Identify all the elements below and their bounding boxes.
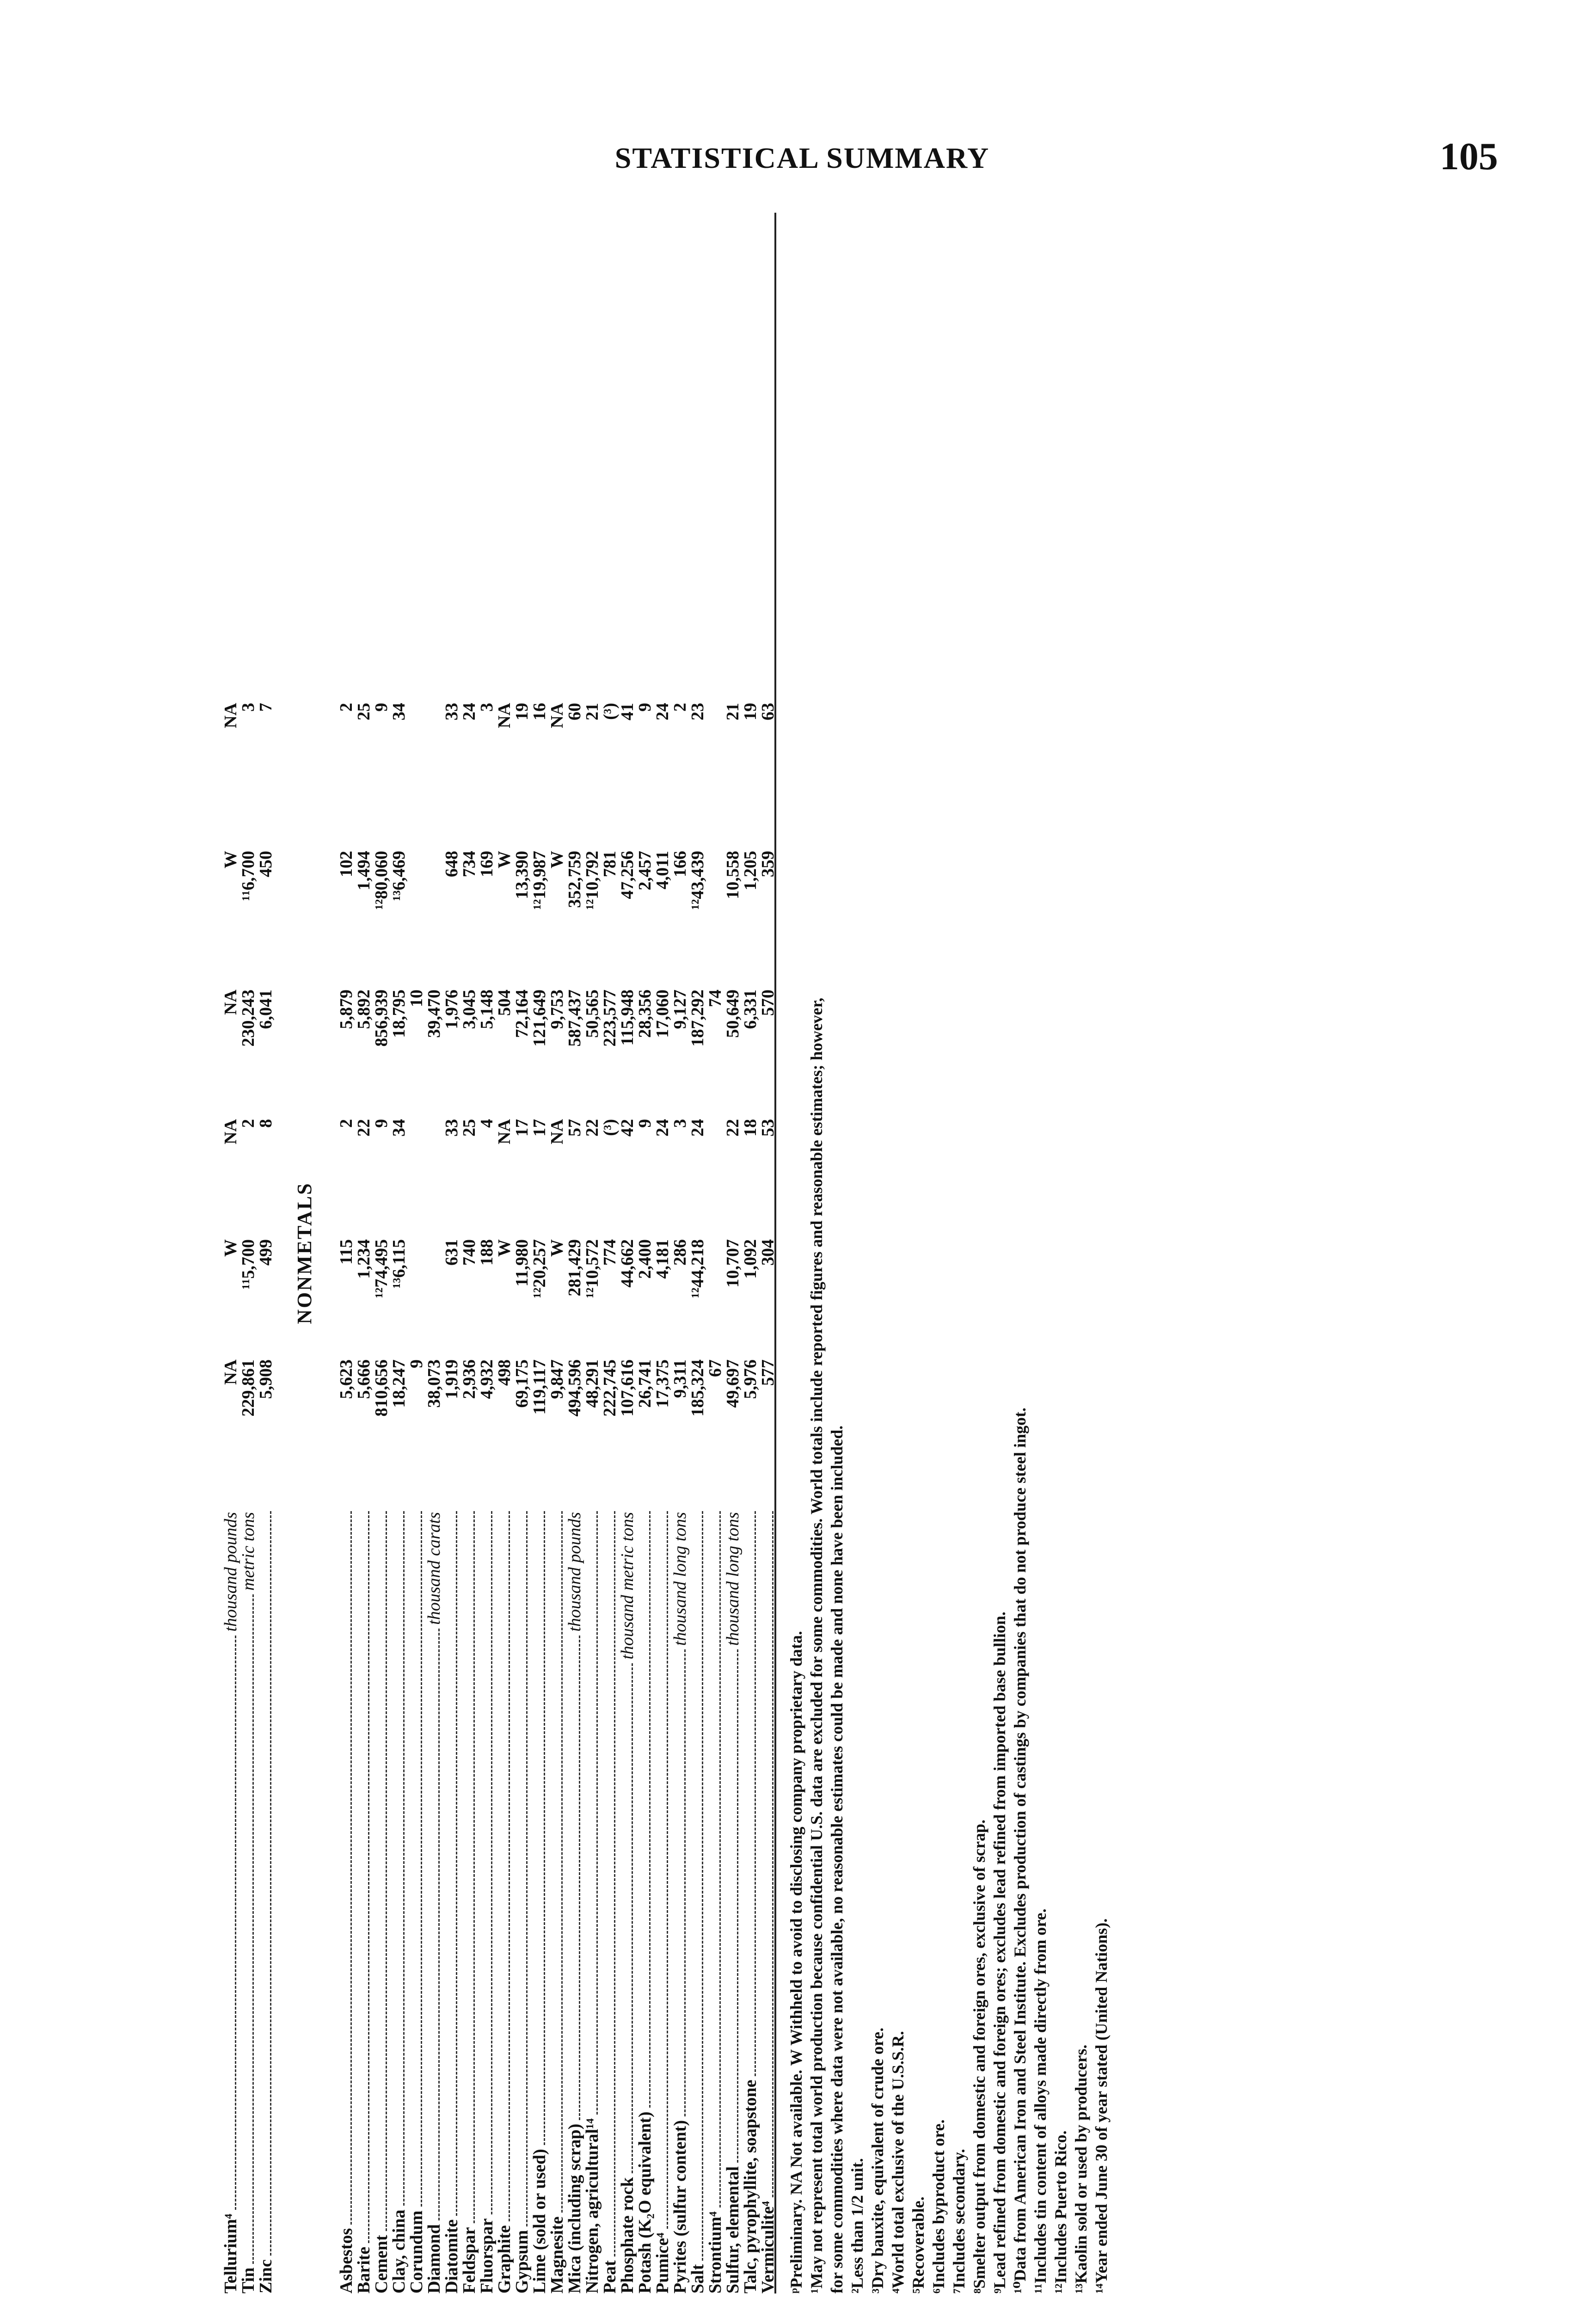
leader-dots — [412, 1511, 422, 2207]
row-label-text: Potash (K₂O equivalent) — [635, 2111, 655, 2294]
table-cell: 33 — [442, 703, 461, 720]
table-cell: 24 — [653, 1119, 672, 1137]
footnote: ⁹Lead refined from domestic and foreign ores; excludes lead refined from imported base bullion. — [990, 1611, 1009, 2294]
table-row — [739, 213, 760, 2294]
table-cell: ¹²10,572 — [583, 1239, 602, 1298]
table-cell: 504 — [495, 990, 514, 1016]
leader-dots — [729, 1649, 738, 2163]
footnote: ⁷Includes secondary. — [950, 2149, 968, 2294]
table-cell: 10 — [407, 990, 426, 1007]
table-cell: 1,494 — [354, 851, 374, 891]
table-cell: 18 — [741, 1119, 760, 1137]
page-header-title: STATISTICAL SUMMARY — [614, 141, 990, 174]
table-cell: NA — [221, 990, 240, 1015]
table-cell: W — [495, 851, 514, 868]
leader-dots — [518, 1511, 528, 2226]
table-cell: NA — [221, 703, 240, 728]
table-cell: 34 — [389, 1119, 409, 1137]
table-cell: ¹²44,218 — [688, 1239, 707, 1298]
table-cell: 44,662 — [618, 1239, 637, 1288]
row-label-text: Diatomite — [442, 2219, 461, 2294]
table-cell: 5,623 — [337, 1359, 356, 1399]
table-cell: 22 — [354, 1119, 374, 1137]
table-row — [458, 213, 479, 2294]
table-cell: 8 — [256, 1119, 276, 1128]
leader-dots — [764, 1511, 773, 2197]
leader-dots — [227, 1636, 236, 2210]
table-row — [564, 213, 584, 2294]
table-row — [722, 213, 743, 2294]
table-cell: 9 — [635, 703, 655, 712]
table-cell: W — [221, 1239, 240, 1257]
table-cell: 774 — [600, 1239, 620, 1266]
table-cell: 3 — [670, 1119, 690, 1128]
leader-dots — [483, 1511, 492, 2214]
footnote: ⁶Includes byproduct ore. — [929, 2119, 948, 2294]
table-cell: 33 — [442, 1119, 461, 1137]
table-cell: 3 — [477, 703, 497, 712]
table-row — [651, 213, 672, 2294]
leader-dots — [262, 1511, 271, 2256]
table-cell: 50,649 — [723, 990, 743, 1038]
table-cell: 2 — [239, 1119, 258, 1128]
leader-dots — [360, 1511, 369, 2243]
footnote: ¹³Kaolin sold or used by producers. — [1072, 2044, 1090, 2294]
table-row — [616, 213, 637, 2294]
table-cell: ¹¹6,700 — [239, 851, 258, 901]
leader-dots — [500, 1511, 510, 2221]
leader-dots — [465, 1511, 475, 2223]
table-cell: 48,291 — [583, 1359, 602, 1408]
table-row — [423, 213, 444, 2294]
row-unit: thousand metric tons — [618, 1512, 637, 1660]
footnote: ¹⁴Year ended June 30 of year stated (United Nations). — [1092, 1918, 1111, 2294]
table-row — [388, 213, 409, 2294]
table-cell: 498 — [495, 1359, 514, 1386]
table-row — [353, 213, 374, 2294]
table-cell: 69,175 — [512, 1359, 532, 1408]
table-cell: 22 — [583, 1119, 602, 1137]
table-cell: 119,117 — [530, 1359, 549, 1415]
leader-dots — [658, 1511, 668, 2229]
table-cell: 9,753 — [547, 990, 567, 1029]
table-cell: 9,847 — [547, 1359, 567, 1399]
table-cell: NA — [221, 1119, 240, 1144]
table-cell: 7 — [256, 703, 276, 712]
table-cell: 2,936 — [460, 1359, 479, 1399]
section-title-nonmetals: NONMETALS — [293, 1182, 316, 1324]
table-cell: 107,616 — [618, 1359, 637, 1417]
leader-dots — [746, 1511, 756, 2076]
leader-dots — [244, 1594, 254, 2264]
footnote: ¹⁰Data from American Iron and Steel Institute. Excludes production of castings by companies that do not produce steel ingot. — [1011, 1408, 1029, 2294]
leader-dots — [448, 1511, 457, 2216]
table-cell: ¹²80,060 — [372, 851, 391, 910]
table-cell: 6,041 — [256, 990, 276, 1029]
table-row — [370, 213, 391, 2294]
table-cell: 9 — [407, 1359, 426, 1368]
table-cell: 9,127 — [670, 990, 690, 1029]
table-cell: 2,400 — [635, 1239, 655, 1279]
table-row — [255, 213, 276, 2294]
table-cell: 121,649 — [530, 990, 549, 1047]
table-cell: 2,457 — [635, 851, 655, 891]
row-label-text: Vermiculite⁴ — [758, 2201, 778, 2294]
table-cell: W — [547, 1239, 567, 1257]
table-row — [511, 213, 532, 2294]
table-cell: 4,011 — [653, 851, 672, 890]
table-cell: 39,470 — [424, 990, 444, 1038]
table-cell: 11,980 — [512, 1239, 532, 1287]
table-cell: 115,948 — [618, 990, 637, 1046]
table-row — [441, 213, 461, 2294]
table-row — [476, 213, 497, 2294]
table-cell: 499 — [256, 1239, 276, 1266]
footnote: ᵖPreliminary. NA Not available. W Withheld to avoid to disclosing company proprietary data. — [787, 1631, 805, 2294]
row-label-text: Lime (sold or used) — [530, 2149, 549, 2294]
table-cell: 450 — [256, 851, 276, 877]
table-cell: 5,148 — [477, 990, 497, 1029]
table-cell: 185,324 — [688, 1359, 707, 1417]
row-label-text: Mica (including scrap) — [565, 2123, 584, 2294]
table-cell: ¹²10,792 — [583, 851, 602, 910]
table-cell: ¹²20,257 — [530, 1239, 549, 1298]
row-label-text: Magnesite — [547, 2216, 567, 2294]
table-cell: 648 — [442, 851, 461, 877]
table-cell: ¹²74,495 — [372, 1239, 391, 1298]
table-cell: NA — [495, 703, 514, 728]
footnote: for some commodities where data were not available, no reasonable estimates could be made and none have been included. — [828, 1425, 846, 2294]
table-cell: 740 — [460, 1239, 479, 1266]
leader-dots — [430, 1629, 440, 2220]
table-cell: 42 — [618, 1119, 637, 1137]
table-cell: 570 — [758, 990, 778, 1016]
table-cell: 23 — [688, 703, 707, 720]
table-bottom-rule — [774, 213, 776, 2294]
table-row — [528, 213, 549, 2294]
table-cell: 17 — [530, 1119, 549, 1137]
row-label-text: Graphite — [495, 2225, 514, 2294]
table-cell: 19 — [512, 703, 532, 720]
table-cell: 286 — [670, 1239, 690, 1266]
table-cell: 1,234 — [354, 1239, 374, 1279]
table-cell: 4,932 — [477, 1359, 497, 1399]
table-cell: 230,243 — [239, 990, 258, 1047]
table-cell: 781 — [600, 851, 620, 877]
row-unit: thousand long tons — [670, 1512, 690, 1646]
table-cell: 2 — [337, 703, 356, 712]
row-label-text: Strontium⁴ — [706, 2211, 725, 2294]
table-cell: ¹²19,987 — [530, 851, 549, 910]
table-cell: 63 — [758, 703, 778, 720]
row-label-text: Corundum — [407, 2210, 426, 2294]
table-cell: W — [221, 851, 240, 868]
table-cell: 3,045 — [460, 990, 479, 1029]
table-cell: NA — [221, 1359, 240, 1385]
table-cell: 5,666 — [354, 1359, 374, 1399]
table-cell: 16 — [530, 703, 549, 720]
table-cell: 24 — [688, 1119, 707, 1137]
table-row — [757, 213, 778, 2294]
table-cell: W — [495, 1239, 514, 1257]
table-cell: 166 — [670, 851, 690, 877]
footnote: ¹May not represent total world production because confidential U.S. data are excluded for some commodities. World totals include reported figures and reasonable estimates; however, — [807, 997, 826, 2294]
row-label-text: Sulfur, elemental — [723, 2166, 743, 2294]
table-row — [634, 213, 655, 2294]
table-cell: 1,976 — [442, 990, 461, 1029]
table-cell: NA — [547, 703, 567, 728]
table-cell: 4,181 — [653, 1239, 672, 1279]
leader-dots — [676, 1649, 686, 2116]
leader-dots — [377, 1511, 387, 2231]
table-cell: 359 — [758, 851, 778, 877]
row-unit: thousand pounds — [565, 1512, 584, 1632]
table-cell: ¹²43,439 — [688, 851, 707, 910]
table-row — [704, 213, 725, 2294]
row-label-text: Barite — [354, 2246, 374, 2294]
table-cell: 41 — [618, 703, 637, 720]
leader-dots — [342, 1511, 352, 2225]
table-row — [599, 213, 620, 2294]
table-cell: 24 — [653, 703, 672, 720]
table-cell: 5,892 — [354, 990, 374, 1029]
table-cell: 17,060 — [653, 990, 672, 1038]
table-cell: (³) — [600, 1119, 620, 1136]
row-unit: thousand pounds — [221, 1512, 240, 1632]
table-cell: 10,558 — [723, 851, 743, 899]
table-cell: 47,256 — [618, 851, 637, 899]
leader-dots — [711, 1511, 721, 2208]
row-label-text: Clay, china — [389, 2209, 409, 2294]
footnote: ³Dry bauxite, equivalent of crude ore. — [868, 2027, 887, 2294]
table-cell: ¹³6,469 — [389, 851, 409, 901]
table-cell: 17 — [512, 1119, 532, 1137]
table-cell: 26,741 — [635, 1359, 655, 1408]
table-cell: NA — [547, 1119, 567, 1144]
row-label-text: Phosphate rock — [618, 2177, 637, 2294]
table-cell: 28,356 — [635, 990, 655, 1038]
row-label-text: Gypsum — [512, 2230, 532, 2294]
footnote: ⁸Smelter output from domestic and foreign ores, exclusive of scrap. — [970, 1819, 988, 2294]
table-cell: 57 — [565, 1119, 584, 1137]
table-cell: 24 — [460, 703, 479, 720]
table-cell: 222,745 — [600, 1359, 620, 1417]
table-row — [405, 213, 426, 2294]
table-cell: ¹¹5,700 — [239, 1239, 258, 1290]
row-label-text: Fluorspar — [477, 2218, 497, 2294]
row-label-text: Salt — [688, 2264, 707, 2294]
table-row — [687, 213, 707, 2294]
row-label-text: Peat — [600, 2260, 620, 2294]
leader-dots — [641, 1511, 651, 2108]
row-unit: thousand long tons — [723, 1512, 743, 1646]
table-cell: 50,565 — [583, 990, 602, 1038]
table-cell: 5,879 — [337, 990, 356, 1029]
table-cell: 34 — [389, 703, 409, 720]
table-cell: 188 — [477, 1239, 497, 1266]
table-row — [220, 213, 240, 2294]
table-cell: 67 — [706, 1359, 725, 1377]
table-cell: 304 — [758, 1239, 778, 1266]
table-cell: 17,375 — [653, 1359, 672, 1408]
leader-dots — [535, 1511, 545, 2145]
row-unit: thousand carats — [424, 1512, 444, 1625]
table-cell: 74 — [706, 990, 725, 1007]
table-cell: 2 — [337, 1119, 356, 1128]
table-cell: 21 — [583, 703, 602, 720]
table-cell: 2 — [670, 703, 690, 712]
table-cell: 169 — [477, 851, 497, 877]
table-cell: 115 — [337, 1239, 356, 1265]
page-number: 105 — [1440, 135, 1498, 178]
row-label-text: Feldspar — [460, 2227, 479, 2294]
row-label-text: Pyrites (sulfur content) — [670, 2120, 690, 2294]
table-cell: 6,331 — [741, 990, 760, 1029]
table-cell: 13,390 — [512, 851, 532, 899]
leader-dots — [395, 1511, 405, 2206]
table-cell: 810,656 — [372, 1359, 391, 1417]
table-cell: 9,311 — [670, 1359, 690, 1398]
table-cell: 10,707 — [723, 1239, 743, 1288]
table-cell: 187,292 — [688, 990, 707, 1047]
table-cell: 3 — [239, 703, 258, 712]
table-cell: 9 — [372, 703, 391, 712]
footnote: ²Less than 1/2 unit. — [848, 2158, 866, 2294]
table-cell: (³) — [600, 703, 620, 720]
table-cell: 18,795 — [389, 990, 409, 1038]
row-label-text: Zinc — [256, 2259, 276, 2294]
table-cell: 1,092 — [741, 1239, 760, 1279]
table-cell: ¹³6,115 — [389, 1239, 409, 1289]
row-label-text: Nitrogen, agricultural¹⁴ — [583, 2118, 602, 2294]
table-row — [581, 213, 602, 2294]
row-label-text: Tellurium⁴ — [221, 2214, 240, 2294]
table-cell: 5,976 — [741, 1359, 760, 1399]
row-label — [255, 1507, 277, 2294]
row-label-text: Cement — [372, 2235, 391, 2294]
table-cell: 494,596 — [565, 1359, 584, 1417]
nonmetal-rows-group — [335, 213, 778, 2294]
table-cell: 25 — [460, 1119, 479, 1137]
table-row — [546, 213, 567, 2294]
row-label-text: Pumice⁴ — [653, 2232, 672, 2294]
table-cell: 5,908 — [256, 1359, 276, 1399]
table-cell: 587,437 — [565, 990, 584, 1047]
table-cell: 856,939 — [372, 990, 391, 1047]
table-cell: 4 — [477, 1119, 497, 1128]
table-cell: 734 — [460, 851, 479, 877]
table-row — [335, 213, 356, 2294]
footnotes — [786, 213, 1111, 2294]
table-cell: 60 — [565, 703, 584, 720]
table-cell: 223,577 — [600, 990, 620, 1047]
row-label-text: Talc, pyrophyllite, soapstone — [741, 2079, 760, 2294]
leader-dots — [606, 1511, 615, 2257]
table-cell: 53 — [758, 1119, 778, 1137]
table-cell: NA — [495, 1119, 514, 1144]
table-cell: 25 — [354, 703, 374, 720]
rotated-table — [220, 213, 1560, 2294]
table-row — [669, 213, 690, 2294]
table-cell: 22 — [723, 1119, 743, 1137]
leader-dots — [571, 1636, 580, 2120]
table-cell: W — [547, 851, 567, 868]
table-cell: 631 — [442, 1239, 461, 1266]
table-row — [493, 213, 514, 2294]
table-cell: 102 — [337, 851, 356, 877]
table-cell: 1,205 — [741, 851, 760, 891]
footnote: ¹¹Includes tin content of alloys made directly from ore. — [1031, 1908, 1050, 2294]
table-cell: 9 — [635, 1119, 655, 1128]
top-rows-group — [220, 213, 276, 2294]
table-row — [237, 213, 258, 2294]
row-label-text: Diamond — [424, 2224, 444, 2294]
table-cell: 9 — [372, 1119, 391, 1128]
leader-dots — [553, 1511, 563, 2213]
table-cell: 72,164 — [512, 990, 532, 1038]
table-cell: 38,073 — [424, 1359, 444, 1408]
row-unit: metric tons — [239, 1512, 258, 1591]
table-cell: 229,861 — [239, 1359, 258, 1417]
footnote: ⁵Recoverable. — [909, 2196, 927, 2294]
leader-dots — [623, 1663, 633, 2174]
table-cell: 49,697 — [723, 1359, 743, 1408]
footnote: ⁴World total exclusive of the U.S.S.R. — [889, 2031, 907, 2294]
leader-dots — [588, 1511, 598, 2115]
leader-dots — [694, 1511, 703, 2261]
row-label-text: Tin — [239, 2267, 258, 2294]
row-label-text: Asbestos — [337, 2228, 356, 2294]
table-cell: 1,919 — [442, 1359, 461, 1399]
footnote: ¹²Includes Puerto Rico. — [1051, 2130, 1070, 2294]
table-cell: 352,759 — [565, 851, 584, 908]
table-cell: 281,429 — [565, 1239, 584, 1297]
table-cell: 577 — [758, 1359, 778, 1386]
table-cell: 19 — [741, 703, 760, 720]
table-cell: 21 — [723, 703, 743, 720]
table-cell: 18,247 — [389, 1359, 409, 1408]
